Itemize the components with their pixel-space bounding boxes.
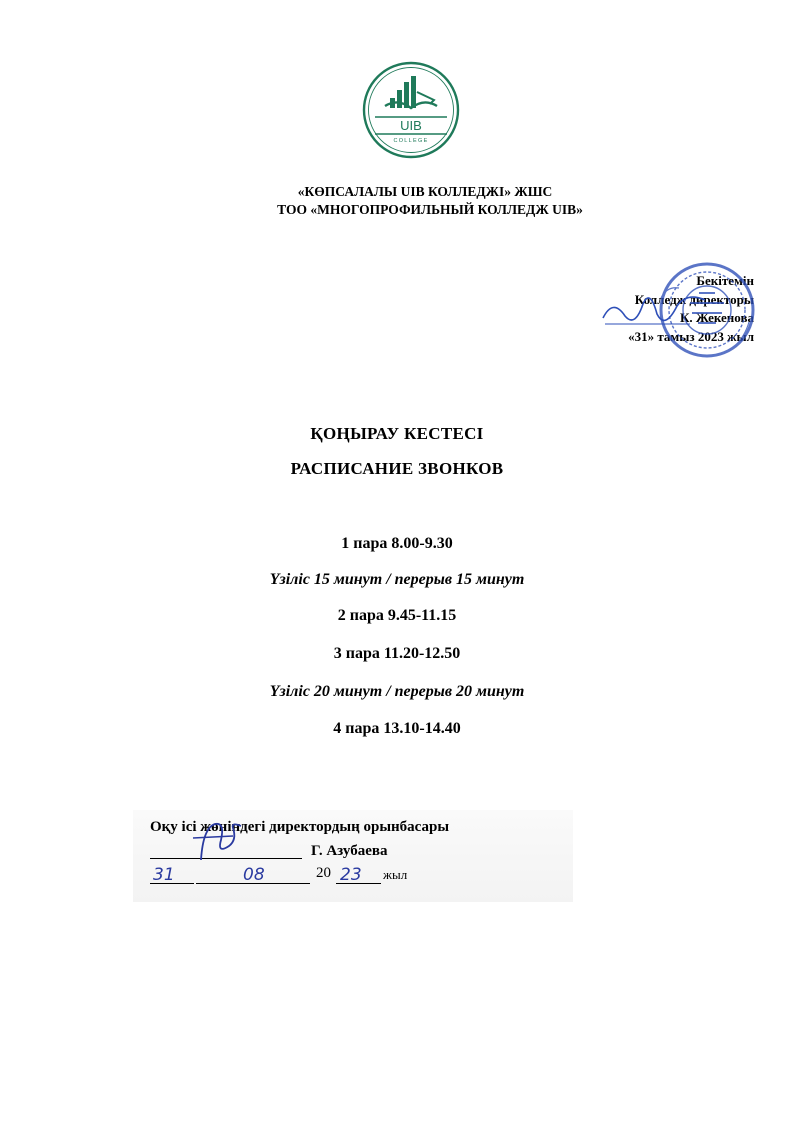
- logo-name: UIB: [400, 118, 422, 133]
- date-month: 08: [243, 865, 265, 885]
- approval-heading: Бекітемін: [696, 273, 754, 288]
- organization-name-ru: ТОО «МНОГОПРОФИЛЬНЫЙ КОЛЛЕДЖ UIB»: [277, 202, 583, 217]
- schedule-item-4: 4 пара 13.10-14.40: [333, 720, 461, 737]
- organization-name-kz: «КӨПСАЛАЛЫ UIB КОЛЛЕДЖІ» ЖШС: [297, 184, 553, 199]
- approval-position: Колледж директоры: [634, 291, 754, 307]
- schedule-break-2: Үзіліс 20 минут / перерыв 20 минут: [269, 683, 525, 700]
- schedule-item-3: 3 пара 11.20-12.50: [333, 645, 461, 662]
- schedule-item-1: 1 пара 8.00-9.30: [341, 535, 453, 552]
- approval-name: К. Жекенова: [679, 310, 754, 325]
- date-word: жыл: [383, 867, 408, 882]
- deputy-signature-block: [133, 810, 573, 902]
- title-ru: РАСПИСАНИЕ ЗВОНКОВ: [290, 459, 504, 478]
- deputy-name: Г. Азубаева: [311, 843, 388, 859]
- handwritten-signature: [133, 810, 573, 902]
- approval-date: «31» тамыз 2023 жыл: [628, 328, 754, 344]
- book-chart-logo-icon: [357, 60, 465, 160]
- date-year-prefix: 20: [316, 865, 331, 881]
- title-kz: ҚОҢЫРАУ КЕСТЕСІ: [310, 424, 484, 443]
- date-year-suffix: 23: [340, 865, 362, 885]
- logo-subtitle: COLLEGE: [393, 138, 429, 144]
- college-logo: [357, 60, 465, 160]
- round-stamp-icon: [595, 258, 765, 368]
- schedule-break-1: Үзіліс 15 минут / перерыв 15 минут: [269, 571, 525, 588]
- stamp-and-signature: [595, 258, 765, 368]
- date-day: 31: [153, 865, 175, 885]
- signature-scribble-icon: [133, 810, 573, 902]
- deputy-position: Оқу ісі жөніндегі директордың орынбасары: [150, 819, 450, 835]
- schedule-item-2: 2 пара 9.45-11.15: [337, 607, 457, 624]
